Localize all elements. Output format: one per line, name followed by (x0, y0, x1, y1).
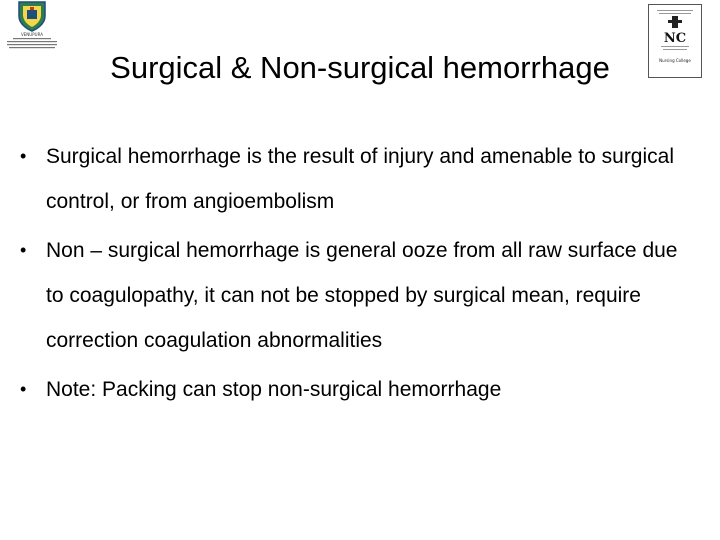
bullet-item (20, 367, 700, 412)
bullet-item (20, 228, 700, 363)
left-logo-caption: VENUPURA (21, 32, 43, 37)
bullet-text: Non – surgical hemorrhage is general ooze from all raw surface due to coagulopathy, it can not be stopped by surgical mean, require correction coagulation abnormalities (46, 239, 678, 352)
slide-title: Surgical & Non-surgical hemorrhage (110, 50, 610, 85)
bullet-text: Surgical hemorrhage is the result of injury and amenable to surgical control, or from angioembolism (46, 145, 675, 213)
bullet-dot: • (20, 379, 27, 399)
right-logo-caption: Nursing College (659, 58, 691, 63)
bullet-dot: • (20, 240, 27, 260)
bullet-dot: • (20, 146, 27, 166)
university-crest-icon (15, 0, 49, 32)
svg-text:NC: NC (663, 31, 687, 46)
bullet-text: Note: Packing can stop non-surgical hemorrhage (46, 378, 502, 401)
bullet-item (20, 134, 700, 224)
bullet-list (20, 134, 700, 416)
